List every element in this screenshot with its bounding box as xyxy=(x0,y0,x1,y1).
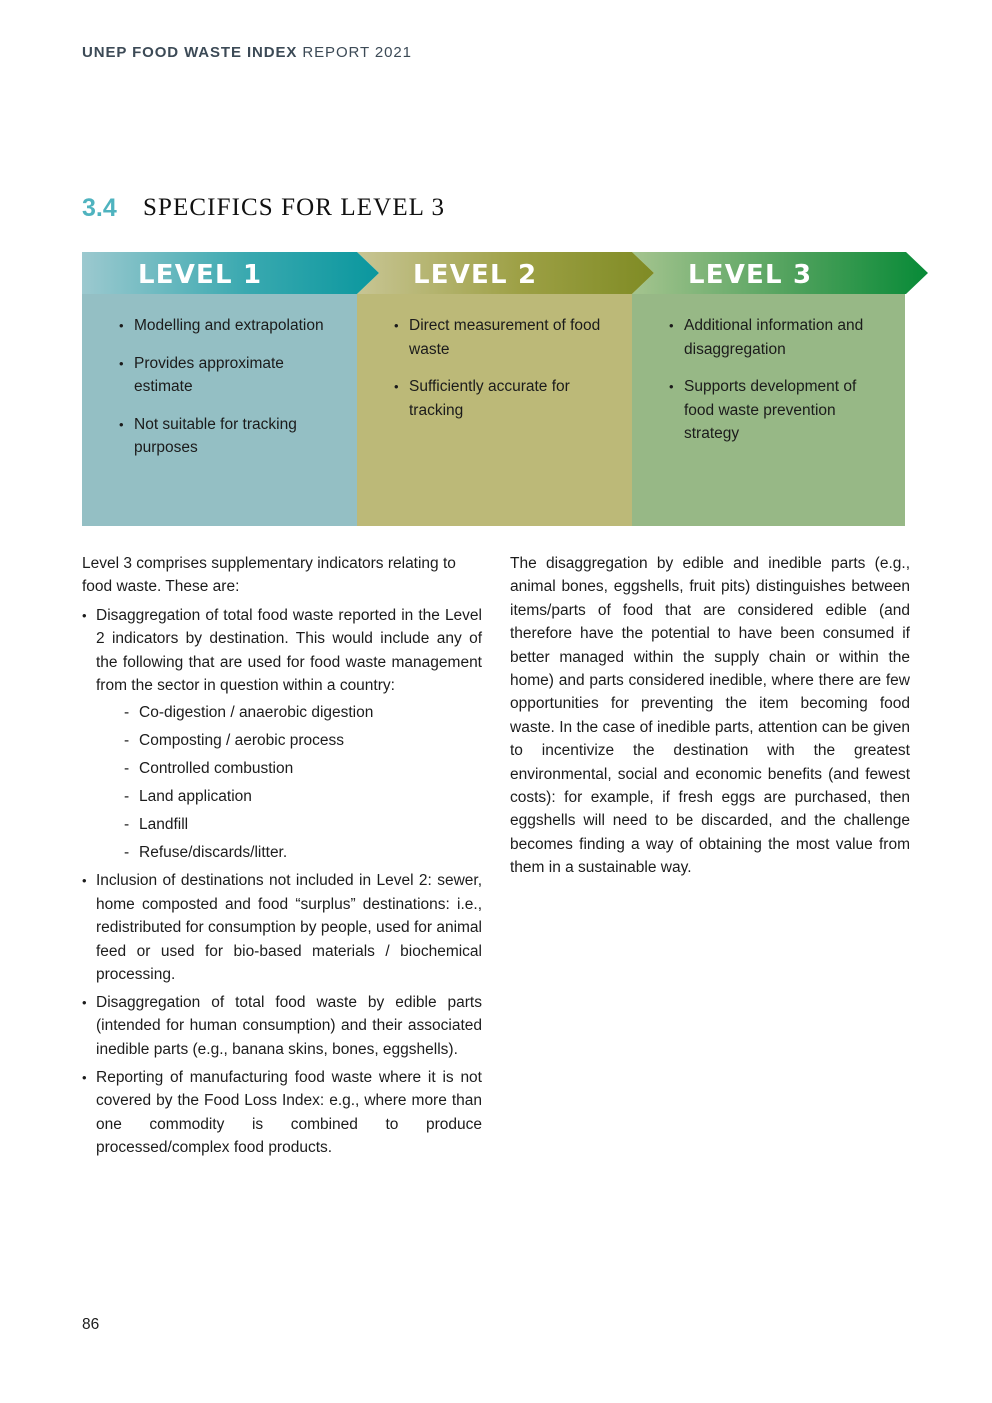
level-2-list xyxy=(394,314,604,436)
level-2-item: • Sufficiently accurate for tracking xyxy=(394,375,604,422)
level-2-panel xyxy=(357,294,632,526)
sublist-item: - Controlled combustion xyxy=(96,757,482,780)
running-header xyxy=(82,44,412,61)
section-number: 3.4 xyxy=(82,194,117,222)
report-brand: UNEP FOOD WASTE INDEX xyxy=(82,44,298,61)
level-1-item: • Not suitable for tracking purposes xyxy=(119,413,344,460)
level-2-item: • Direct measurement of food waste xyxy=(394,314,604,361)
destination-sublist xyxy=(96,701,482,864)
level-3-title: LEVEL 3 xyxy=(688,260,813,290)
list-item: • Reporting of manufacturing food waste where it is not covered by the Food Loss Index: e.g., where more than one commodity is combined to produce processed/complex food products. xyxy=(82,1066,482,1160)
list-item: • Inclusion of destinations not included in Level 2: sewer, home composted and food “surplus” destinations: i.e., redistributed for consumption by people, used for animal feed or used for bio-based materials / biochemical processing. xyxy=(82,869,482,986)
level-1-item: • Provides approximate estimate xyxy=(119,352,344,399)
level-1-item: • Modelling and extrapolation xyxy=(119,314,344,338)
list-item xyxy=(82,604,482,865)
left-column xyxy=(82,552,482,1164)
sublist-item: - Landfill xyxy=(96,813,482,836)
level-3-list xyxy=(669,314,874,460)
indicator-list xyxy=(82,604,482,1160)
sublist-item: - Refuse/discards/litter. xyxy=(96,841,482,864)
disaggregation-paragraph: The disaggregation by edible and inedible parts (e.g., animal bones, eggshells, fruit pits) distinguishes between items/parts of food that are considered edible (and therefore have the potential to have been consumed if better managed within the supply chain or within the home) and parts considered inedible, where there are few opportunities for preventing the item becoming food waste. In the case of inedible parts, attention can be given to incentivize the destination with the greatest environmental, social and economic benefits (and fewest costs): for example, if fresh eggs are purchased, then eggshells will need to be discarded, and the challenge becomes finding a way of obtaining the most value from them in a sustainable way. xyxy=(510,555,910,877)
level-3-item: • Additional information and disaggregation xyxy=(669,314,874,361)
sublist-item: - Land application xyxy=(96,785,482,808)
section-title: SPECIFICS FOR LEVEL 3 xyxy=(143,194,446,221)
intro-paragraph: Level 3 comprises supplementary indicators relating to food waste. These are: xyxy=(82,555,456,596)
level-1-list xyxy=(119,314,344,474)
level-3-panel xyxy=(632,294,905,526)
level-3-item: • Supports development of food waste prevention strategy xyxy=(669,375,874,446)
levels-diagram xyxy=(82,252,932,526)
list-item: • Disaggregation of total food waste by edible parts (intended for human consumption) and their associated inedible parts (e.g., banana skins, bones, eggshells). xyxy=(82,991,482,1061)
level-1-panel xyxy=(82,294,357,526)
page-number: 86 xyxy=(82,1316,100,1333)
report-subtitle: REPORT 2021 xyxy=(302,44,412,61)
sublist-item: - Composting / aerobic process xyxy=(96,729,482,752)
list-item-text: Disaggregation of total food waste reported in the Level 2 indicators by destination. This would include any of the following that are used for food waste management from the sector in question within a country: xyxy=(96,606,482,695)
level-1-title: LEVEL 1 xyxy=(138,260,263,290)
sublist-item: - Co-digestion / anaerobic digestion xyxy=(96,701,482,724)
right-column xyxy=(510,552,910,880)
level-2-title: LEVEL 2 xyxy=(413,260,538,290)
